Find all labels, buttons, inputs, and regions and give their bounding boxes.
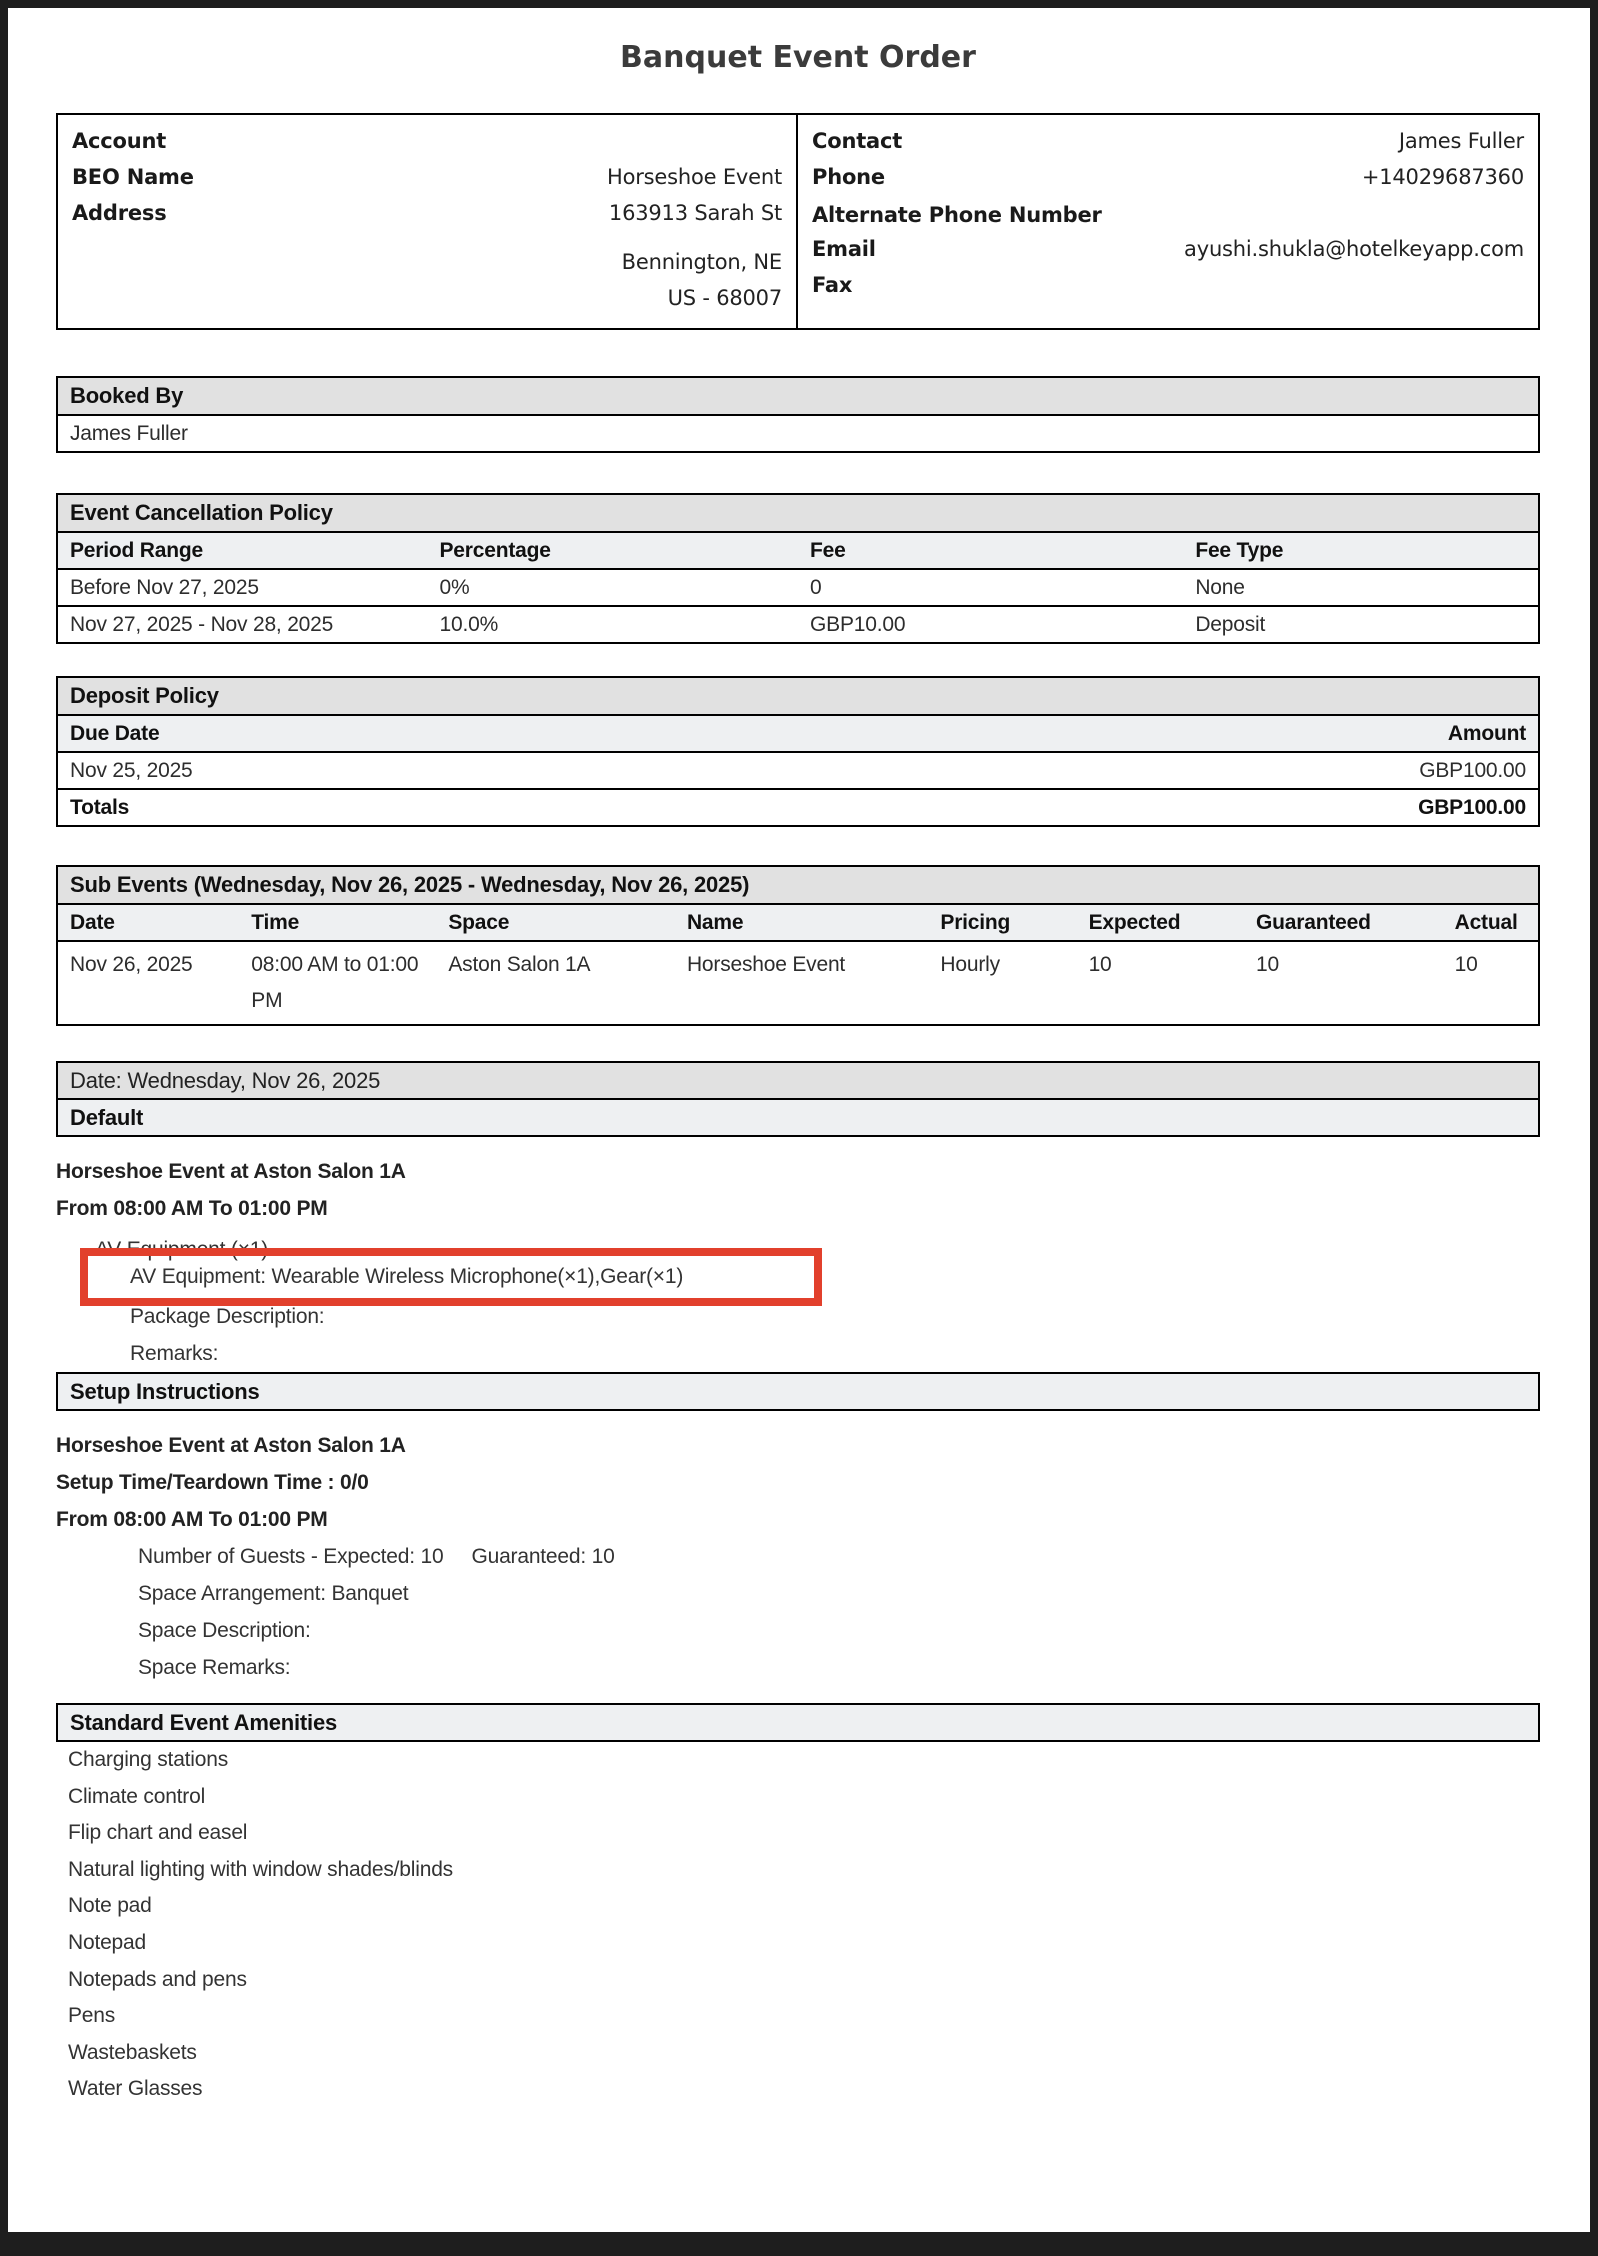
amenity-item: Climate control: [68, 1784, 206, 1808]
space-description-line: Space Description:: [138, 1619, 311, 1642]
amenity-item: Wastebaskets: [68, 2040, 197, 2064]
address-row: [72, 195, 782, 231]
period-cell: Before Nov 27, 2025: [57, 569, 428, 606]
sub-event-row: [57, 941, 1539, 1025]
guests-line: [56, 1538, 1540, 1575]
col-actual: Actual: [1443, 904, 1539, 941]
phone-value: +14029687360: [1361, 165, 1524, 189]
beo-document-page: [8, 8, 1590, 2232]
amenity-item: Pens: [68, 2004, 116, 2028]
amenities-list: [56, 1742, 1540, 2108]
fee-cell: 0: [798, 569, 1183, 606]
annotation-highlight-box: [80, 1248, 822, 1306]
amenity-item: Notepad: [68, 1930, 146, 1954]
col-period-range: Period Range: [57, 532, 428, 569]
account-row: [72, 123, 782, 159]
space-arrangement-line: Space Arrangement: Banquet: [138, 1582, 409, 1605]
due-date-cell: Nov 25, 2025: [57, 752, 798, 789]
period-cell: Nov 27, 2025 - Nov 28, 2025: [57, 606, 428, 643]
time-cell: 08:00 AM to 01:00 PM: [239, 941, 436, 1025]
cancellation-title: Event Cancellation Policy: [57, 494, 1539, 532]
event-day-headers: [56, 1061, 1540, 1137]
sub-events-table: [56, 865, 1540, 1026]
amenities-header: Standard Event Amenities: [56, 1703, 1540, 1742]
col-name: Name: [675, 904, 928, 941]
booked-by-value-row: [57, 415, 1539, 452]
amenity-item: Notepads and pens: [68, 1967, 247, 1991]
contact-value: James Fuller: [1398, 129, 1524, 153]
address-label: Address: [72, 201, 167, 225]
col-due-date: Due Date: [57, 715, 798, 752]
booked-by-title: Booked By: [57, 377, 1539, 415]
percentage-cell: 0%: [428, 569, 799, 606]
event-date-header: Date: Wednesday, Nov 26, 2025: [58, 1063, 1538, 1098]
setup-teardown-line: Setup Time/Teardown Time : 0/0: [56, 1471, 369, 1494]
amenity-item: Flip chart and easel: [68, 1821, 248, 1845]
date-cell: Nov 26, 2025: [57, 941, 239, 1025]
fee-cell: GBP10.00: [798, 606, 1183, 643]
amount-cell: GBP100.00: [798, 752, 1539, 789]
deposit-title: Deposit Policy: [57, 677, 1539, 715]
beo-name-label: BEO Name: [72, 165, 194, 189]
col-date: Date: [57, 904, 239, 941]
deposit-title-row: [57, 677, 1539, 715]
col-expected: Expected: [1077, 904, 1244, 941]
space-remarks-line: Space Remarks:: [138, 1656, 291, 1679]
phone-row: [812, 159, 1524, 195]
email-label: Email: [812, 237, 876, 261]
fax-label: Fax: [812, 273, 853, 297]
guests-guaranteed: Guaranteed: 10: [471, 1545, 615, 1568]
page-title: Banquet Event Order: [620, 40, 976, 75]
space-cell: Aston Salon 1A: [436, 941, 675, 1025]
totals-label: Totals: [57, 789, 798, 826]
event-title-line: Horseshoe Event at Aston Salon 1A: [56, 1160, 406, 1183]
contact-label: Contact: [812, 129, 903, 153]
col-fee: Fee: [798, 532, 1183, 569]
fee-type-cell: Deposit: [1183, 606, 1539, 643]
pricing-cell: Hourly: [928, 941, 1076, 1025]
cancellation-row: [57, 606, 1539, 643]
col-guaranteed: Guaranteed: [1244, 904, 1443, 941]
alternate-phone-label: Alternate Phone Number: [812, 203, 1102, 227]
account-column: [58, 115, 798, 328]
amenity-item: Natural lighting with window shades/blinds: [68, 1857, 453, 1881]
guaranteed-cell: 10: [1244, 941, 1443, 1025]
setup-time-line: From 08:00 AM To 01:00 PM: [56, 1508, 328, 1531]
sub-events-title: Sub Events (Wednesday, Nov 26, 2025 - Wednesday, Nov 26, 2025): [57, 866, 1539, 904]
event-group-header: Default: [58, 1098, 1538, 1135]
cancellation-policy-table: [56, 493, 1540, 644]
package-line: AV Equipment (×1): [95, 1238, 269, 1261]
col-pricing: Pricing: [928, 904, 1076, 941]
beo-name-value: Horseshoe Event: [607, 165, 782, 189]
address-line-1: 163913 Sarah St: [608, 201, 782, 225]
booked-by-value: James Fuller: [57, 415, 1539, 452]
cancellation-title-row: [57, 494, 1539, 532]
col-percentage: Percentage: [428, 532, 799, 569]
col-fee-type: Fee Type: [1183, 532, 1539, 569]
address-line-2: Bennington, NE: [621, 250, 782, 274]
col-time: Time: [239, 904, 436, 941]
event-time-line: From 08:00 AM To 01:00 PM: [56, 1197, 328, 1220]
totals-value: GBP100.00: [798, 789, 1539, 826]
email-row: [812, 231, 1524, 267]
alternate-phone-row: [812, 195, 1524, 231]
booked-by-header-row: [57, 377, 1539, 415]
phone-label: Phone: [812, 165, 885, 189]
setup-instructions-header: Setup Instructions: [56, 1372, 1540, 1411]
email-value: ayushi.shukla@hotelkeyapp.com: [1184, 237, 1524, 261]
highlighted-av-equipment-line: AV Equipment: Wearable Wireless Microphone(×1),Gear(×1): [130, 1265, 684, 1288]
amenity-item: Charging stations: [68, 1748, 229, 1771]
actual-cell: 10: [1443, 941, 1539, 1025]
setup-event-title-line: Horseshoe Event at Aston Salon 1A: [56, 1434, 406, 1457]
contact-column: [798, 115, 1538, 328]
sub-events-title-row: [57, 866, 1539, 904]
fax-row: [812, 267, 1524, 303]
expected-cell: 10: [1077, 941, 1244, 1025]
fee-type-cell: None: [1183, 569, 1539, 606]
deposit-policy-table: [56, 676, 1540, 827]
sub-events-header-row: [57, 904, 1539, 941]
amenity-item: Note pad: [68, 1894, 152, 1918]
cancellation-row: [57, 569, 1539, 606]
percentage-cell: 10.0%: [428, 606, 799, 643]
contact-row: [812, 123, 1524, 159]
address-line-3: US - 68007: [667, 286, 782, 310]
guests-expected: Number of Guests - Expected: 10: [138, 1545, 444, 1568]
account-contact-table: [56, 113, 1540, 330]
remarks-line: Remarks:: [130, 1342, 219, 1365]
booked-by-table: [56, 376, 1540, 453]
beo-name-row: [72, 159, 782, 195]
cancellation-header-row: [57, 532, 1539, 569]
package-description-line: Package Description:: [130, 1305, 325, 1328]
deposit-totals-row: [57, 789, 1539, 826]
amenity-item: Water Glasses: [68, 2077, 203, 2101]
deposit-row: [57, 752, 1539, 789]
name-cell: Horseshoe Event: [675, 941, 928, 1025]
deposit-header-row: [57, 715, 1539, 752]
col-space: Space: [436, 904, 675, 941]
account-label: Account: [72, 129, 167, 153]
col-amount: Amount: [798, 715, 1539, 752]
